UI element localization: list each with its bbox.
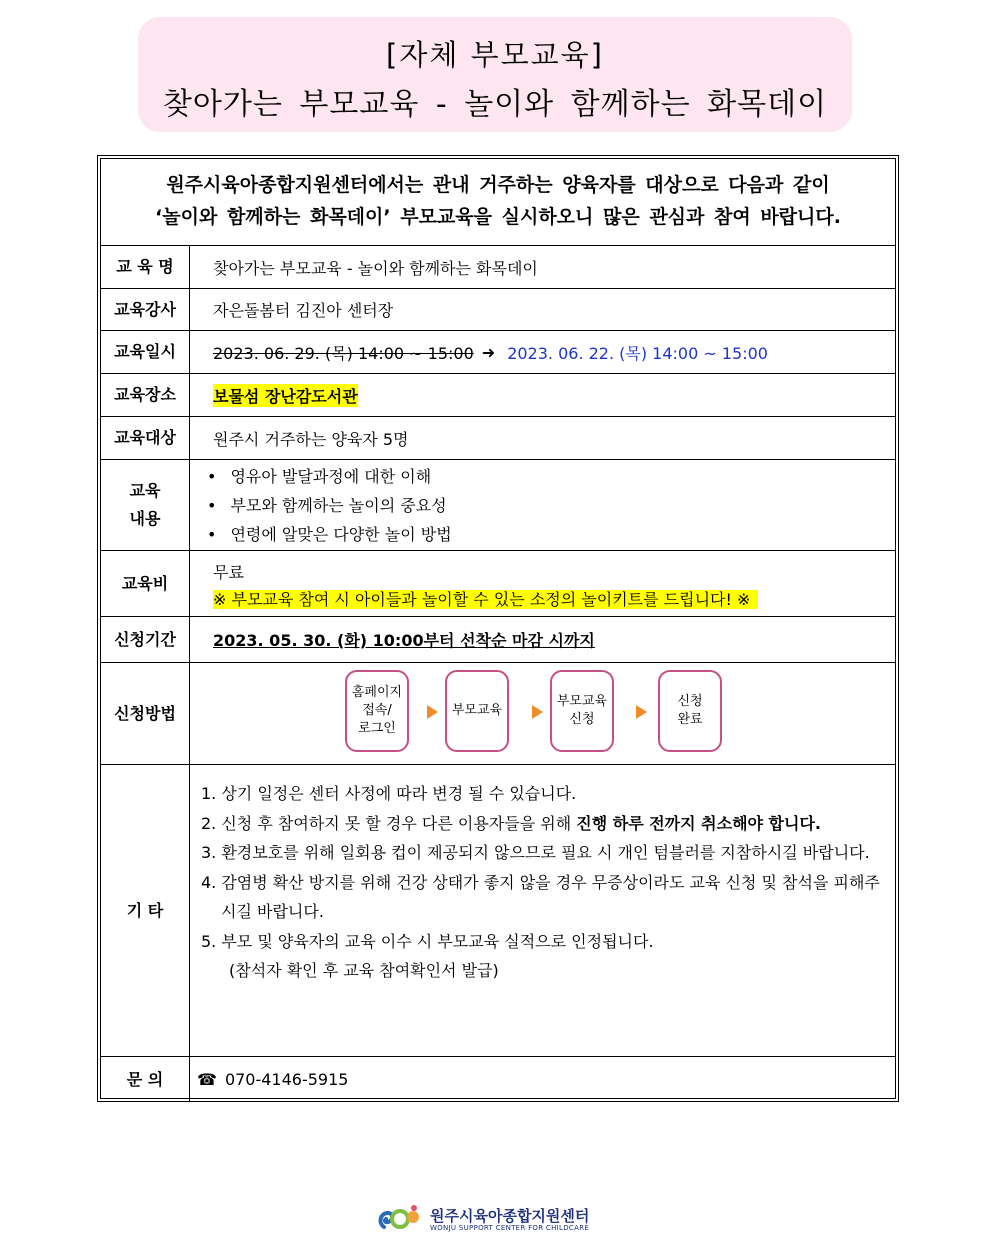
step-complete: 신청 완료 bbox=[658, 670, 722, 752]
row-name-value: 찾아가는 부모교육 - 놀이와 함께하는 화목데이 bbox=[213, 258, 538, 278]
row-place-value: 보물섬 장난감도서관 bbox=[213, 384, 358, 407]
flow-arrow-icon bbox=[636, 705, 647, 719]
step-parent-education: 부모교육 bbox=[445, 670, 509, 752]
row-period-value: 2023. 05. 30. (화) 10:00부터 선착순 마감 시까지 bbox=[213, 631, 595, 650]
row-place bbox=[101, 374, 895, 417]
row-instructor-value: 자은돌봄터 김진아 센터장 bbox=[213, 301, 394, 320]
list-item: 4. 감염병 확산 방지를 위해 건강 상태가 좋지 않을 경우 무증상이라도 교육 신청 및 참석을 피해주시길 바랍니다. bbox=[201, 872, 880, 921]
list-item: 3. 환경보호를 위해 일회용 컵이 제공되지 않으므로 필요 시 개인 텀블러를 지참하시길 바랍니다. bbox=[201, 843, 870, 862]
row-name-label: 교 육 명 bbox=[101, 246, 190, 288]
list-item: 2. 신청 후 참여하지 못 할 경우 다른 이용자들을 위해 진행 하루 전까지 취소해야 합니다. bbox=[201, 813, 821, 833]
row-content bbox=[101, 460, 895, 551]
org-logo-icon bbox=[376, 1201, 426, 1235]
phone-icon: ☎ bbox=[197, 1070, 217, 1089]
row-place-label: 교육장소 bbox=[101, 374, 190, 416]
notes-list bbox=[197, 779, 887, 986]
fee-note: ※ 부모교육 참여 시 아이들과 놀이할 수 있는 소정의 놀이키트를 드립니다! ※ bbox=[213, 590, 758, 609]
list-item: 5. 부모 및 양육자의 교육 이수 시 부모교육 실적으로 인정됩니다. bbox=[201, 931, 654, 951]
row-fee bbox=[101, 551, 895, 617]
row-content-label: 교육 내용 bbox=[101, 460, 190, 550]
flow-arrow-icon bbox=[427, 705, 438, 719]
list-item: • 연령에 알맞은 다양한 놀이 방법 bbox=[207, 520, 452, 549]
row-datetime bbox=[101, 331, 895, 374]
row-contact bbox=[101, 1057, 895, 1102]
row-instructor bbox=[101, 289, 895, 331]
row-method bbox=[101, 663, 895, 765]
row-datetime-label: 교육일시 bbox=[101, 331, 190, 373]
list-item: • 영유아 발달과정에 대한 이해 bbox=[207, 462, 452, 491]
row-target-value: 원주시 거주하는 양육자 5명 bbox=[213, 429, 409, 449]
row-etc bbox=[101, 765, 895, 1057]
content-list bbox=[197, 462, 452, 549]
row-contact-label: 문 의 bbox=[101, 1057, 190, 1102]
step-homepage-login: 홈페이지 접속/ 로그인 bbox=[345, 670, 409, 752]
org-name: 원주시육아종합지원센터 bbox=[430, 1207, 590, 1225]
flow-arrow-icon bbox=[532, 705, 543, 719]
step-apply: 부모교육 신청 bbox=[550, 670, 614, 752]
title-line-2: 찾아가는 부모교육 - 놀이와 함께하는 화목데이 bbox=[162, 87, 828, 122]
new-date: 2023. 06. 22. (목) 14:00 ~ 15:00 bbox=[507, 343, 768, 363]
intro-line-2: ‘놀이와 함께하는 화목데이’ 부모교육을 실시하오니 많은 관심과 참여 바랍니다. bbox=[155, 206, 841, 228]
title-line-1: [자체 부모교육] bbox=[386, 38, 604, 72]
org-subtitle: WONJU SUPPORT CENTER FOR CHILDCARE bbox=[430, 1224, 590, 1232]
list-item: • 부모와 함께하는 놀이의 중요성 bbox=[207, 491, 452, 520]
row-period bbox=[101, 617, 895, 663]
row-fee-label: 교육비 bbox=[101, 551, 190, 616]
row-instructor-label: 교육강사 bbox=[101, 289, 190, 330]
row-target-label: 교육대상 bbox=[101, 417, 190, 459]
old-date: 2023. 06. 29. (목) 14:00 ~ 15:00 bbox=[213, 343, 474, 363]
row-method-label: 신청방법 bbox=[101, 663, 190, 764]
intro-text bbox=[101, 159, 895, 246]
intro-line-1: 원주시육아종합지원센터에서는 관내 거주하는 양육자를 대상으로 다음과 같이 bbox=[166, 174, 830, 196]
row-etc-label: 기 타 bbox=[101, 765, 190, 1056]
row-name bbox=[101, 246, 895, 289]
list-item-sub: (참석자 확인 후 교육 참여확인서 발급) bbox=[229, 961, 499, 980]
info-table-outer bbox=[97, 155, 899, 1102]
list-item: 1. 상기 일정은 센터 사정에 따라 변경 될 수 있습니다. bbox=[201, 784, 577, 803]
row-fee-value: 무료 bbox=[213, 563, 244, 582]
row-datetime-value bbox=[189, 331, 895, 373]
org-logo bbox=[376, 1201, 596, 1237]
application-flow bbox=[345, 670, 745, 754]
info-table bbox=[100, 158, 896, 1099]
title-banner bbox=[138, 17, 852, 132]
row-target bbox=[101, 417, 895, 460]
row-period-label: 신청기간 bbox=[101, 617, 190, 662]
arrow-right-icon: ➜ bbox=[481, 342, 496, 362]
phone-number: 070-4146-5915 bbox=[224, 1070, 349, 1089]
